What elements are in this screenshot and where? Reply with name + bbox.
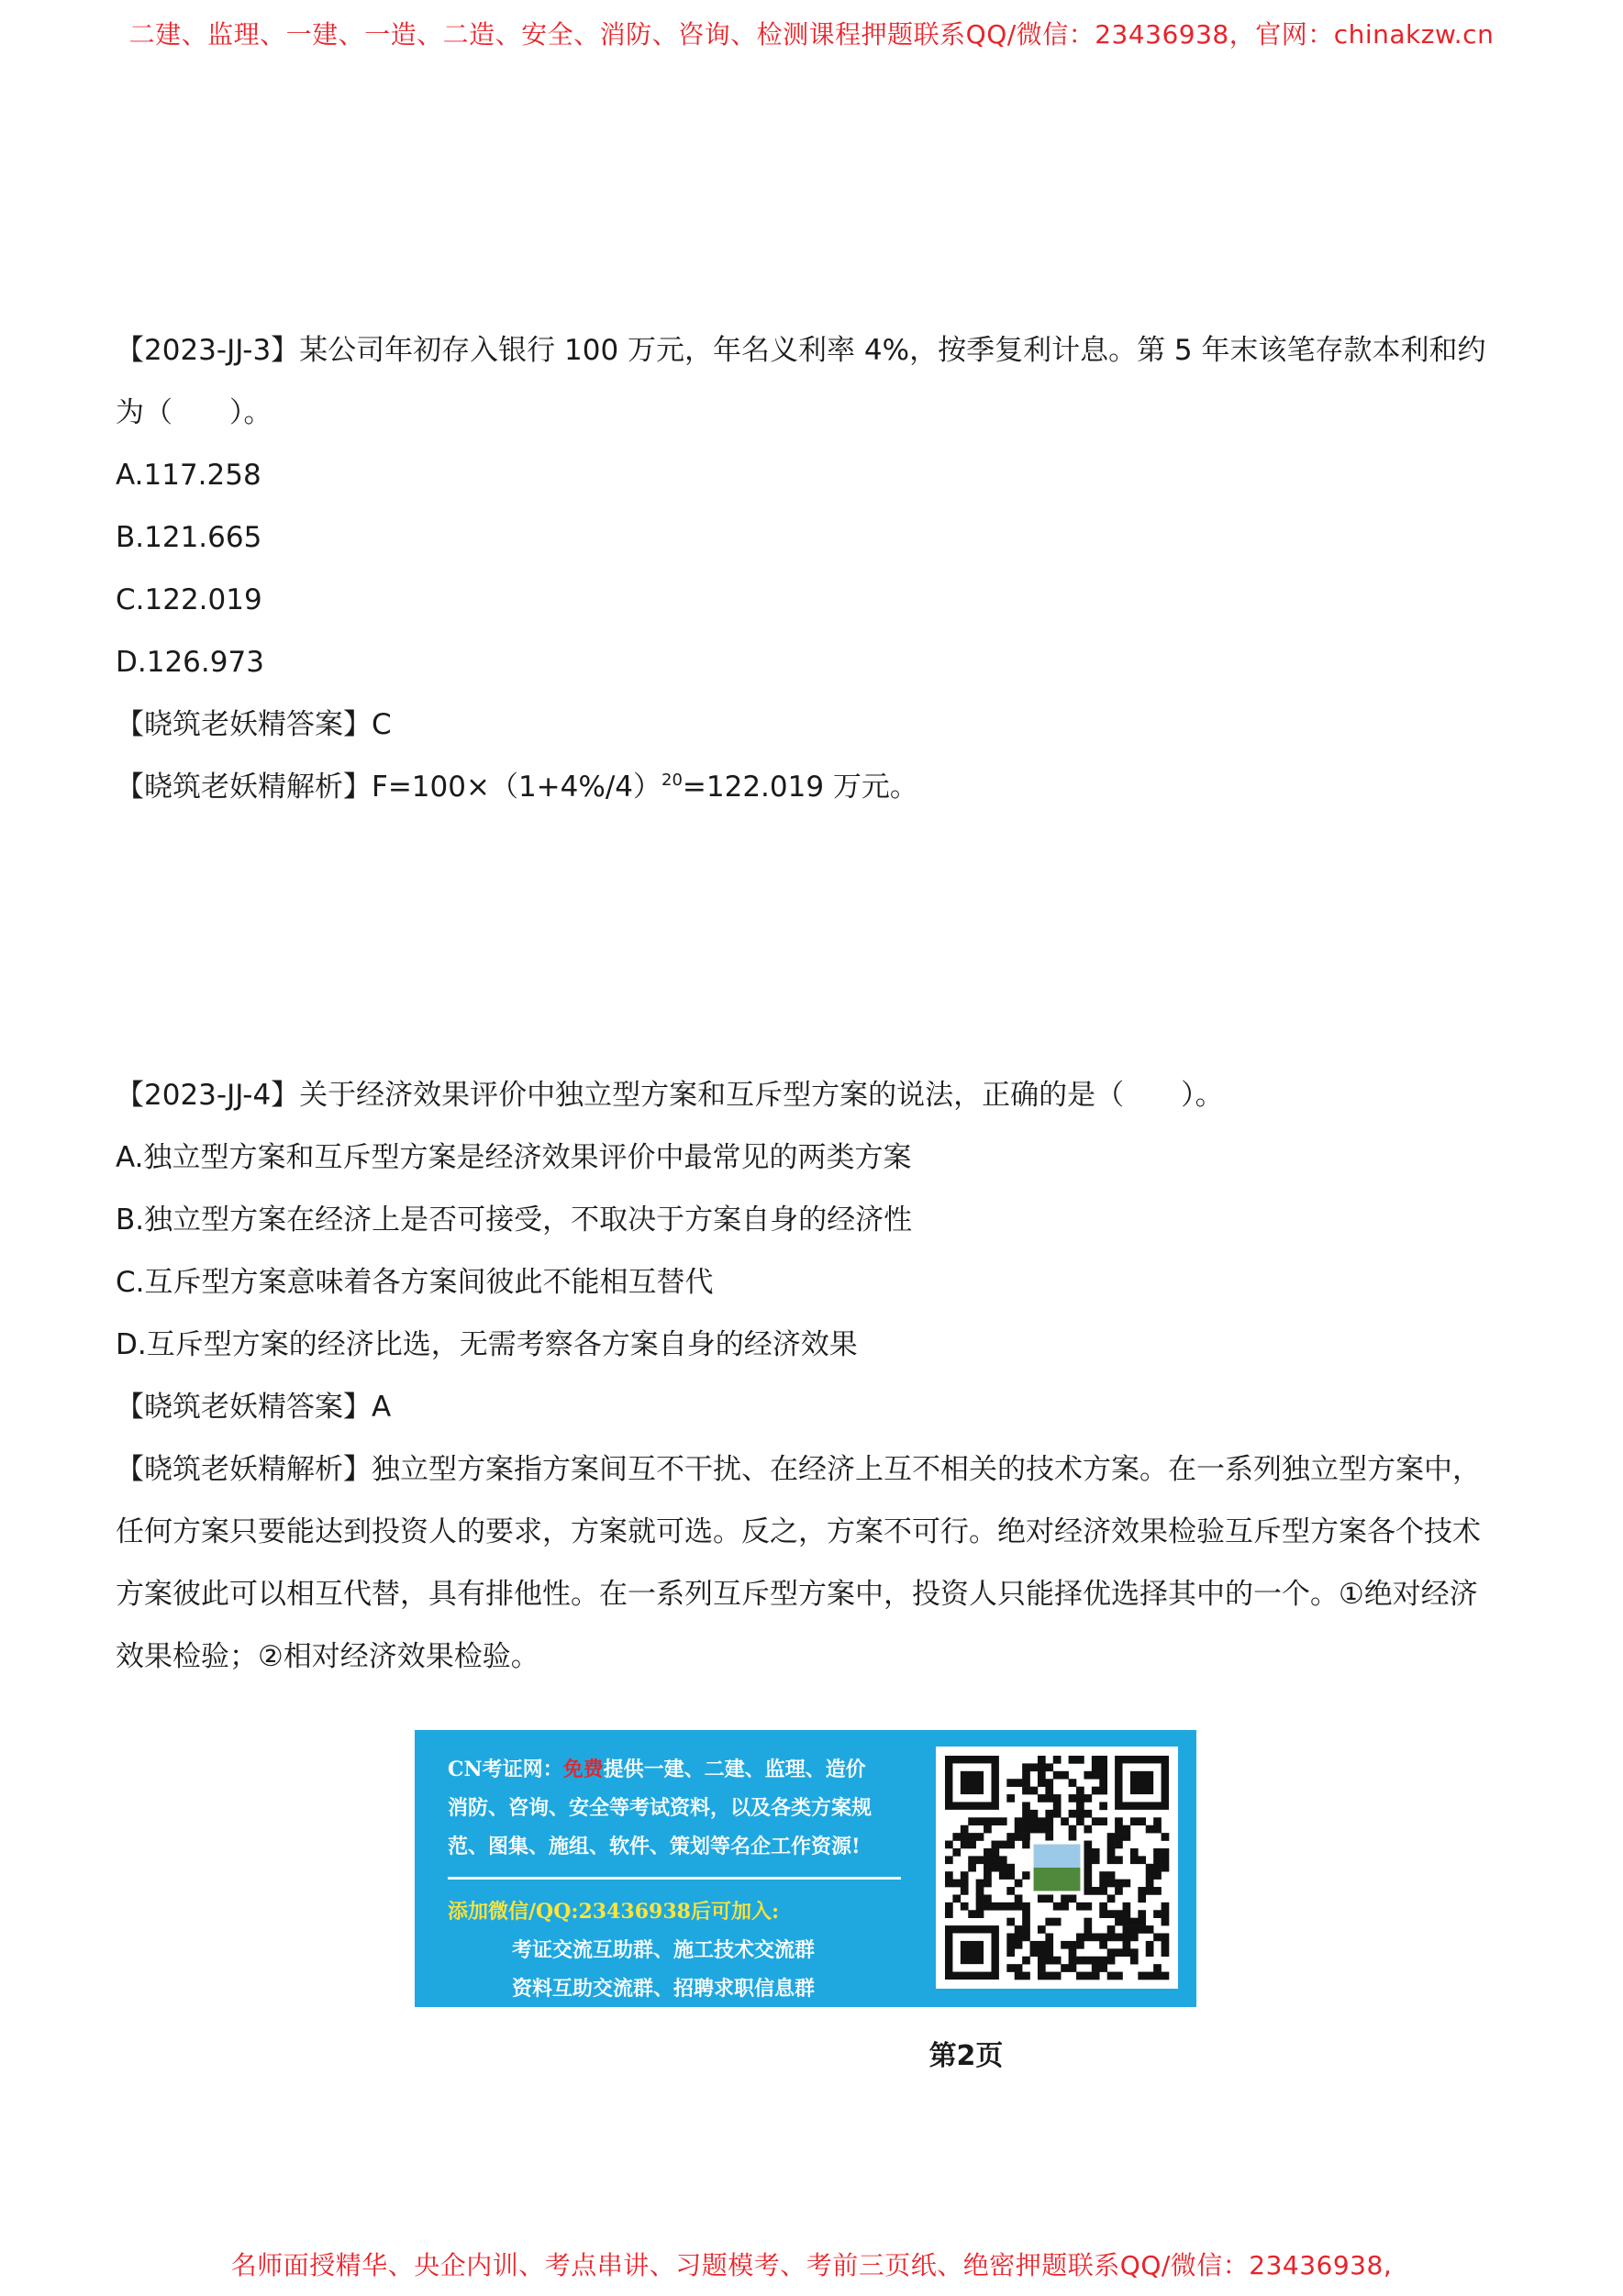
promo-contact: 添加微信/QQ:23436938后可加入: [448, 1900, 780, 1924]
promo-groups-2: 资料互助交流群、招聘求职信息群 [512, 1977, 816, 2001]
question-2-analysis-line-3: 方案彼此可以相互代替，具有排他性。在一系列互斥型方案中，投资人只能择优选择其中的一个。①绝对经济 [116, 1578, 1478, 1611]
question-2 [116, 1064, 1510, 1688]
question-2-answer: 【晓筑老妖精答案】A [116, 1391, 392, 1424]
question-1-analysis [116, 756, 1510, 818]
footer-banner: 名师面授精华、央企内训、考点串讲、习题模考、考前三页纸、绝密押题联系QQ/微信：23436938, [230, 2250, 1393, 2280]
qr-code-icon [936, 1747, 1178, 1989]
promo-line-2: 消防、咨询、安全等考试资料，以及各类方案规 [448, 1796, 873, 1820]
question-2-option-b: B.独立型方案在经济上是否可接受，不取决于方案自身的经济性 [116, 1203, 913, 1237]
question-2-stem: 【2023-JJ-4】关于经济效果评价中独立型方案和互斥型方案的说法，正确的是（ ）。 [116, 1079, 1224, 1112]
question-2-option-d: D.互斥型方案的经济比选，无需考察各方案自身的经济效果 [116, 1328, 858, 1361]
question-1-option-d: D.126.973 [116, 646, 264, 679]
promo-text [448, 1750, 906, 2008]
question-2-analysis-line-1: 【晓筑老妖精解析】独立型方案指方案间互不干扰、在经济上互不相关的技术方案。在一系列独立型方案中， [116, 1453, 1481, 1486]
analysis-result: =122.019 万元。 [682, 771, 918, 804]
promo-site-name: CN考证网： [448, 1758, 563, 1781]
question-1-answer: 【晓筑老妖精答案】C [116, 708, 392, 741]
question-2-analysis-line-4: 效果检验；②相对经济效果检验。 [116, 1640, 539, 1673]
promo-line-1-text: 提供一建、二建、监理、造价 [603, 1758, 866, 1781]
question-1-option-a: A.117.258 [116, 459, 261, 492]
promo-banner [415, 1730, 1196, 2007]
question-2-option-c: C.互斥型方案意味着各方案间彼此不能相互替代 [116, 1266, 714, 1299]
question-2-option-a: A.独立型方案和互斥型方案是经济效果评价中最常见的两类方案 [116, 1141, 912, 1174]
promo-divider [448, 1877, 901, 1880]
qr-code-graphic [936, 1747, 1178, 1989]
question-2-analysis-line-2: 任何方案只要能达到投资人的要求，方案就可选。反之，方案不可行。绝对经济效果检验互斥型方案各个技术 [116, 1515, 1481, 1548]
header-banner: 二建、监理、一建、一造、二造、安全、消防、咨询、检测课程押题联系QQ/微信：23436938，官网：chinakzw.cn [128, 19, 1495, 50]
question-1-stem: 【2023-JJ-3】某公司年初存入银行 100 万元，年名义利率 4%，按季复利计息。第 5 年末该笔存款本利和约为（ ）。 [116, 334, 1486, 429]
page-number: 第2页 [928, 2040, 1004, 2072]
promo-groups-1: 考证交流互助群、施工技术交流群 [512, 1938, 816, 1962]
analysis-exponent: 20 [661, 771, 683, 790]
question-1-option-c: C.122.019 [116, 583, 262, 616]
promo-free-label: 免费 [562, 1758, 604, 1781]
analysis-formula: 【晓筑老妖精解析】F=100×（1+4%/4） [116, 771, 661, 804]
question-1-option-b: B.121.665 [116, 521, 262, 554]
question-1 [116, 319, 1510, 818]
promo-line-1 [448, 1750, 906, 1789]
promo-line-3: 范、图集、施组、软件、策划等名企工作资源! [448, 1835, 861, 1858]
